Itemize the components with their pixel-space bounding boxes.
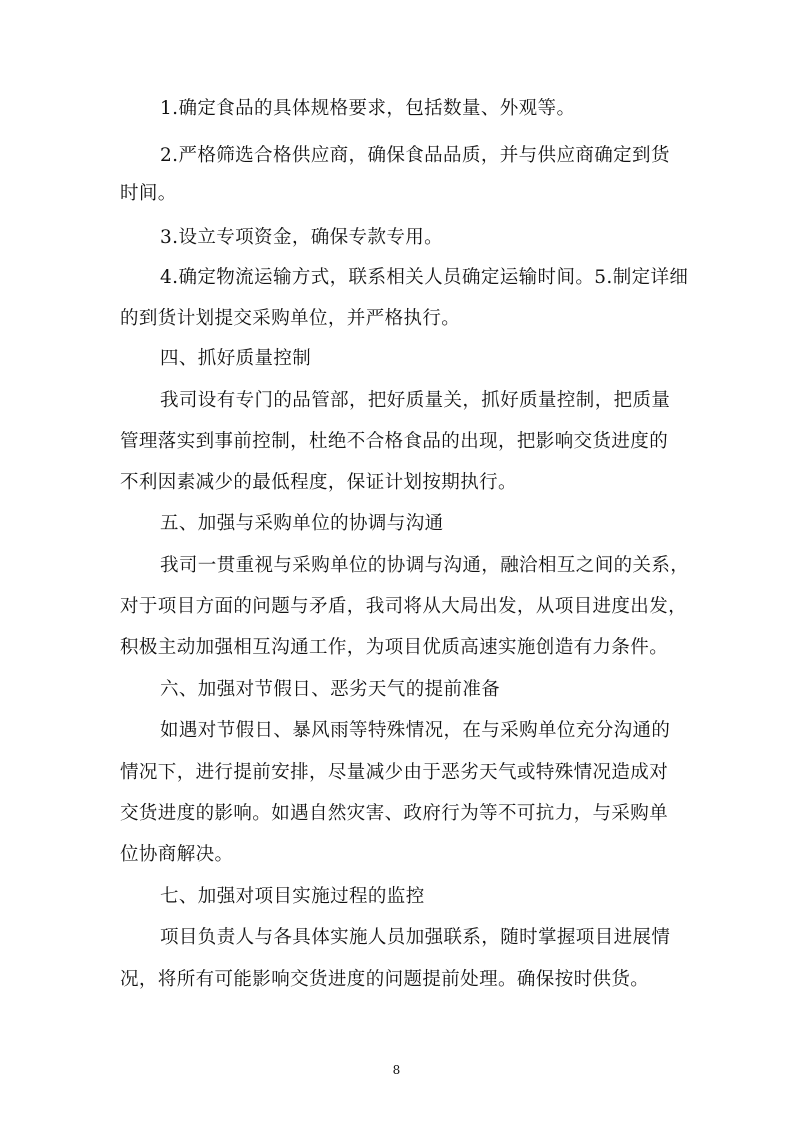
list-item-3: 3.设立专项资金，确保专款专用。 [160,227,444,248]
paragraph-monitoring-line-1: 项目负责人与各具体实施人员加强联系，随时掌握项目进展情 [160,927,671,948]
paragraph-holidays-line-4: 位协商解决。 [120,844,234,865]
paragraph-monitoring-line-2: 况，将所有可能影响交货进度的问题提前处理。确保按时供货。 [120,969,650,990]
section-heading-coordination: 五、加强与采购单位的协调与沟通 [160,513,444,534]
section-heading-quality: 四、抓好质量控制 [160,348,312,369]
paragraph-holidays-line-3: 交货进度的影响。如遇自然灾害、政府行为等不可抗力，与采购单 [120,803,669,824]
list-item-2-line-2: 时间。 [120,183,177,204]
section-heading-monitoring: 七、加强对项目实施过程的监控 [160,886,425,907]
paragraph-coordination-line-3: 积极主动加强相互沟通工作，为项目优质高速实施创造有力条件。 [120,637,669,658]
list-item-4-line-2: 的到货计划提交采购单位，并严格执行。 [120,308,461,329]
page-number: 8 [392,1063,401,1077]
paragraph-holidays-line-1: 如遇对节假日、暴风雨等特殊情况，在与采购单位充分沟通的 [160,720,671,741]
paragraph-quality-line-3: 不利因素减少的最低程度，保证计划按期执行。 [120,472,517,493]
list-item-1: 1.确定食品的具体规格要求，包括数量、外观等。 [160,98,576,119]
list-item-2-line-1: 2.严格筛选合格供应商，确保食品品质，并与供应商确定到货 [160,145,670,166]
paragraph-quality-line-1: 我司设有专门的品管部，把好质量关，抓好质量控制，把质量 [160,390,671,411]
paragraph-quality-line-2: 管理落实到事前控制，杜绝不合格食品的出现，把影响交货进度的 [120,431,669,452]
section-heading-holidays: 六、加强对节假日、恶劣天气的提前准备 [160,679,501,700]
paragraph-holidays-line-2: 情况下，进行提前安排，尽量减少由于恶劣天气或特殊情况造成对 [120,762,669,783]
paragraph-coordination-line-2: 对于项目方面的问题与矛盾，我司将从大局出发，从项目进度出发， [120,596,688,617]
list-item-4-line-1: 4.确定物流运输方式，联系相关人员确定运输时间。5.制定详细 [160,267,689,288]
paragraph-coordination-line-1: 我司一贯重视与采购单位的协调与沟通，融洽相互之间的关系， [160,555,690,576]
